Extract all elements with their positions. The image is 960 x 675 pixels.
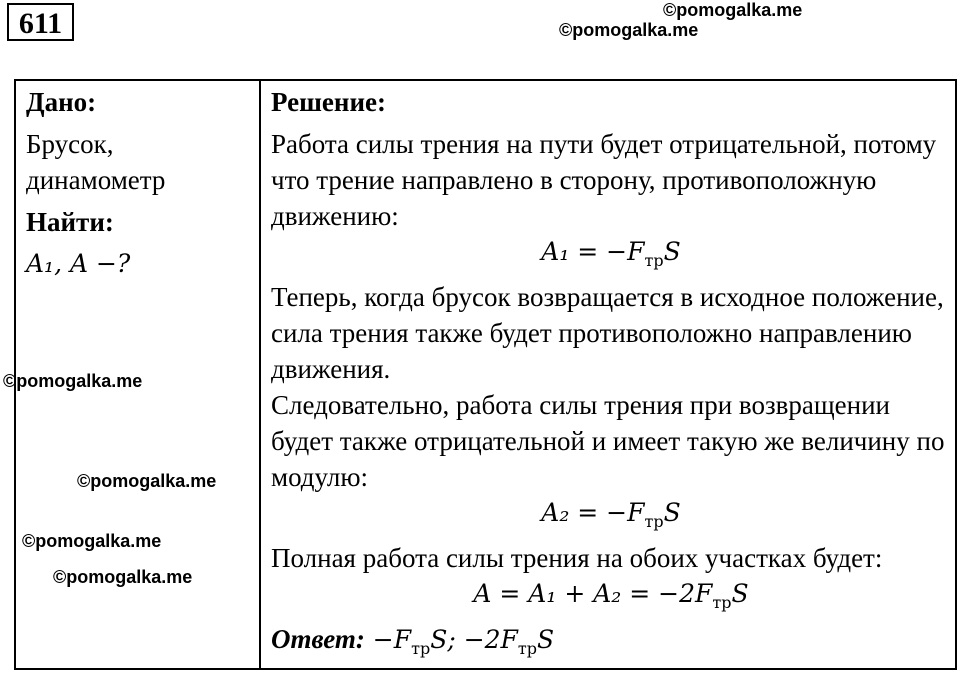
watermark: ©pomogalka.me: [53, 567, 193, 587]
watermark: ©pomogalka.me: [77, 471, 217, 491]
formula-a1: $A_1 = -F_{тр}S$: [541, 237, 681, 270]
given-column: [26, 84, 254, 282]
formula-a2: $A_2 = -F_{тр}S$: [541, 498, 681, 531]
answer-label: Ответ:: [271, 624, 365, 654]
problem-number: 611: [7, 3, 74, 41]
find-text: A₁, A −?: [26, 249, 131, 278]
find-heading: Найти:: [26, 207, 114, 237]
solution-heading: Решение:: [271, 87, 386, 117]
watermark: ©pomogalka.me: [22, 531, 162, 551]
watermark: ©pomogalka.me: [559, 20, 699, 40]
solution-paragraph-1: Работа силы трения на пути будет отрицательной, потому что трение направлено в сторону, противоположную движению:: [271, 129, 937, 231]
answer-value: $-F_{тр}S$; $-2F_{тр}S$: [364, 625, 555, 658]
given-text: Брусок, динамометр: [26, 129, 166, 195]
formula-total: $A = A_1 + A_2 = -2F_{тр}S$: [473, 579, 749, 612]
solution-paragraph-3: Следовательно, работа силы трения при возвращении будет также отрицательной и имеет такую же величину по модулю:: [271, 390, 945, 492]
watermark: ©pomogalka.me: [663, 0, 803, 20]
solution-paragraph-2: Теперь, когда брусок возвращается в исходное положение, сила трения также будет противоположно направлению движения.: [271, 282, 944, 384]
watermark: ©pomogalka.me: [3, 371, 143, 391]
solution-paragraph-4: Полная работа силы трения на обоих участках будет:: [271, 543, 883, 573]
column-divider: [259, 79, 261, 670]
given-heading: Дано:: [26, 87, 97, 117]
solution-column: [271, 84, 951, 667]
answer-line: [271, 621, 951, 667]
